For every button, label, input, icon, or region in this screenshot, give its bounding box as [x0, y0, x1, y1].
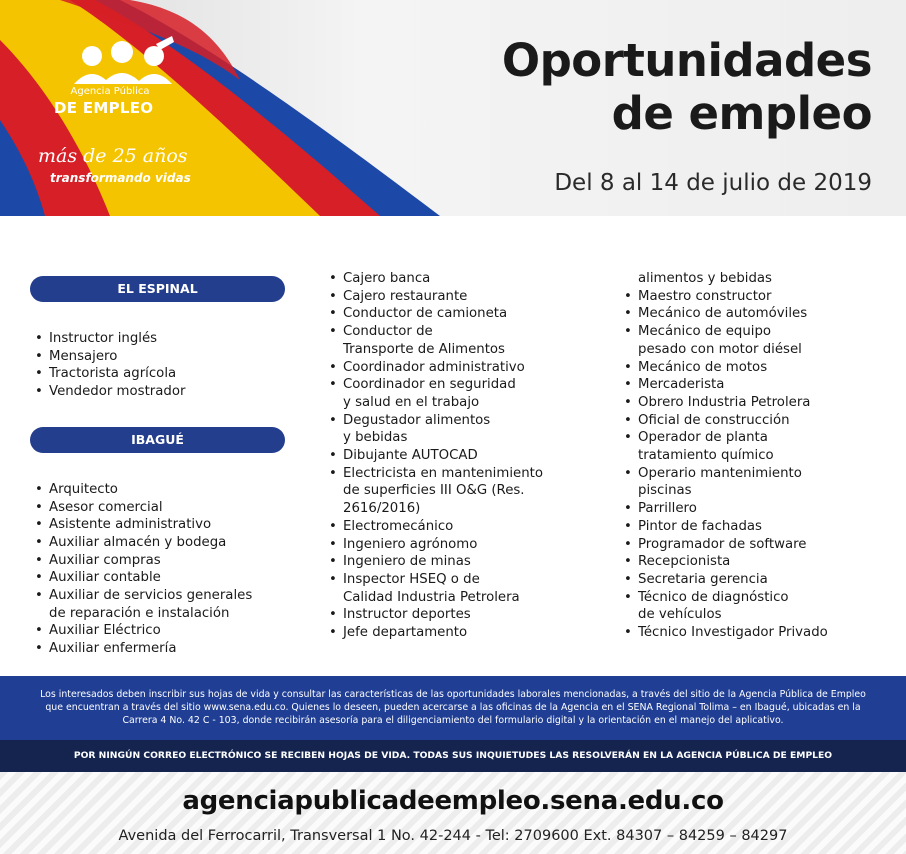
agency-name-small: Agencia Pública: [70, 86, 150, 97]
ibague-list-col2: [325, 270, 605, 642]
list-item: • Mecánico de motos: [620, 359, 885, 377]
list-item: • Conductor de camioneta: [325, 305, 605, 323]
list-item: • Auxiliar Eléctrico: [31, 622, 295, 640]
list-item: • Técnico Investigador Privado: [620, 624, 885, 642]
list-item: • Maestro constructor: [620, 288, 885, 306]
column-3: [620, 270, 885, 642]
list-item: • Obrero Industria Petrolera: [620, 394, 885, 412]
list-item: • Instructor deportes: [325, 606, 605, 624]
list-item-continuation: de vehículos: [638, 607, 722, 623]
list-item: • Inspector HSEQ o de: [325, 571, 605, 589]
info-paragraph: Los interesados deben inscribir sus hojas de vida y consultar las características de las oportunidades laborales mencionadas, a través del sitio de la Agencia Pública de Empleo que encuentran a través del sitio www.sena.edu.co. Quienes lo deseen, pueden acercarse a las oficinas de la Agencia en el SENA Regional Tolima – en Ibagué, ubicadas en la Carrera 4 No. 42 C - 103, donde recibirán asesoría para el diligenciamiento del formulario digital y la orientación en el manejo del aplicativo.: [0, 676, 906, 740]
title-line-2: de empleo: [611, 87, 872, 140]
list-item: • Operario mantenimiento: [620, 465, 885, 483]
column-1: [30, 270, 295, 658]
list-item: • Dibujante AUTOCAD: [325, 447, 605, 465]
list-item: • Mecánico de automóviles: [620, 305, 885, 323]
list-item: • Conductor de: [325, 323, 605, 341]
list-item: • Coordinador en seguridad: [325, 376, 605, 394]
list-item-continuation: de superficies III O&G (Res.: [343, 483, 525, 499]
tagline: transformando vidas: [50, 171, 191, 185]
agency-name-big: DE EMPLEO: [54, 99, 154, 117]
list-item: • Electromecánico: [325, 518, 605, 536]
list-item: • Auxiliar contable: [31, 569, 295, 587]
list-item-continuation: pesado con motor diésel: [638, 341, 802, 357]
list-item-continuation: piscinas: [638, 483, 692, 499]
list-item: • Cajero restaurante: [325, 288, 605, 306]
list-item: • Secretaria gerencia: [620, 571, 885, 589]
list-item: • Operador de planta: [620, 429, 885, 447]
list-item-continuation: Calidad Industria Petrolera: [343, 589, 520, 605]
column-2: [325, 270, 605, 642]
section-header-espinal: EL ESPINAL: [30, 276, 285, 302]
list-item: • Mecánico de equipo: [620, 323, 885, 341]
list-item: • Mercaderista: [620, 376, 885, 394]
list-item: • Arquitecto: [31, 481, 295, 499]
list-item: • Instructor inglés: [31, 330, 295, 348]
ibague-list-col3: [620, 270, 885, 642]
list-item: • Ingeniero de minas: [325, 553, 605, 571]
list-item: • Auxiliar enfermería: [31, 640, 295, 658]
list-item-continuation: de reparación e instalación: [49, 605, 230, 621]
list-item: • Asistente administrativo: [31, 516, 295, 534]
list-item: • Técnico de diagnóstico: [620, 589, 885, 607]
list-item: • Mensajero: [31, 348, 295, 366]
list-item: • Programador de software: [620, 536, 885, 554]
notice-banner: POR NINGÚN CORREO ELECTRÓNICO SE RECIBEN HOJAS DE VIDA. TODAS SUS INQUIETUDES LAS RESOLVERÁN EN LA AGENCIA PÚBLICA DE EMPLEO: [0, 740, 906, 772]
website-url: agenciapublicadeempleo.sena.edu.co: [182, 786, 724, 816]
list-item-continuation: tratamiento químico: [638, 448, 774, 464]
list-item-continuation: 2616/2016): [343, 501, 421, 517]
list-item-continuation: alimentos y bebidas: [638, 271, 772, 286]
list-item: • Vendedor mostrador: [31, 383, 295, 401]
address-line: Avenida del Ferrocarril, Transversal 1 No. 42-244 - Tel: 2709600 Ext. 84307 – 84259 – 84297: [118, 828, 788, 844]
list-item: • Tractorista agrícola: [31, 365, 295, 383]
list-item: • Asesor comercial: [31, 499, 295, 517]
list-item: • Degustador alimentos: [325, 412, 605, 430]
header-banner: [0, 0, 906, 216]
list-item: • Ingeniero agrónomo: [325, 536, 605, 554]
years-slogan: más de 25 años: [38, 145, 188, 167]
list-item: • Parrillero: [620, 500, 885, 518]
list-item: • Coordinador administrativo: [325, 359, 605, 377]
list-item: • Oficial de construcción: [620, 412, 885, 430]
list-item: • Cajero banca: [325, 270, 605, 288]
list-item: • Jefe departamento: [325, 624, 605, 642]
ibague-list-col1: [31, 481, 295, 658]
espinal-list: [31, 330, 295, 401]
list-item: • Auxiliar compras: [31, 552, 295, 570]
section-header-ibague: IBAGUÉ: [30, 427, 285, 453]
list-item-continuation: y salud en el trabajo: [343, 394, 480, 410]
list-item: • Auxiliar de servicios generales: [31, 587, 295, 605]
list-item: • Pintor de fachadas: [620, 518, 885, 536]
list-item: • Auxiliar almacén y bodega: [31, 534, 295, 552]
date-range: Del 8 al 14 de julio de 2019: [554, 170, 872, 196]
list-item: • Recepcionista: [620, 553, 885, 571]
list-item-continuation: y bebidas: [343, 430, 408, 446]
list-item: • Electricista en mantenimiento: [325, 465, 605, 483]
page-title: [502, 34, 872, 140]
title-line-1: Oportunidades: [501, 34, 872, 87]
list-item-continuation: Transporte de Alimentos: [343, 341, 505, 357]
